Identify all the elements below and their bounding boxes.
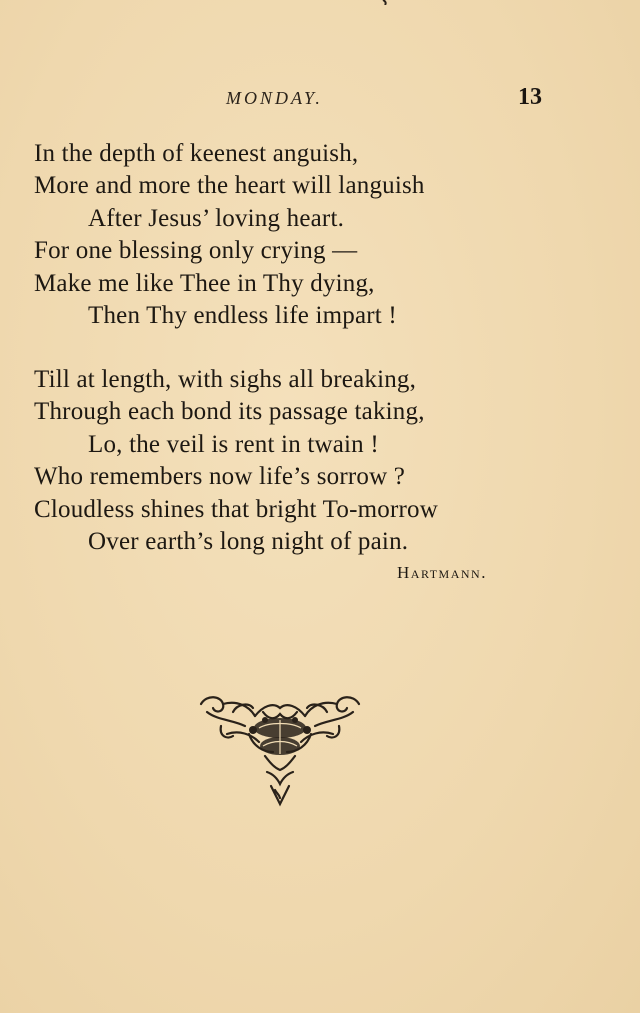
poem-attribution: Hartmann. <box>397 563 487 582</box>
poem-line: For one blessing only crying — <box>34 237 358 265</box>
poem-stanza-2 <box>34 364 594 558</box>
poem-line: Who remembers now life’s sorrow ? <box>34 463 406 491</box>
stray-ink-mark <box>382 0 390 5</box>
poem-line: More and more the heart will languish <box>34 172 425 200</box>
poem-line: In the depth of keenest anguish, <box>34 140 359 167</box>
poem-line: Through each bond its passage taking, <box>34 398 425 426</box>
running-header: MONDAY. <box>226 88 323 108</box>
poem-line: Then Thy endless life impart ! <box>88 301 397 329</box>
poem-line: After Jesus’ loving heart. <box>88 204 345 232</box>
poem-line: Over earth’s long night of pain. <box>88 527 409 555</box>
floral-tailpiece-ornament-icon <box>193 690 367 808</box>
page-number: 13 <box>518 84 542 110</box>
poem-stanza-1 <box>34 138 594 332</box>
poem-line: Make me like Thee in Thy dying, <box>34 269 375 297</box>
poem-line: Cloudless shines that bright To-morrow <box>34 495 438 523</box>
poem-line: Lo, the veil is rent in twain ! <box>88 430 379 458</box>
poem-line: Till at length, with sighs all breaking, <box>34 366 417 393</box>
